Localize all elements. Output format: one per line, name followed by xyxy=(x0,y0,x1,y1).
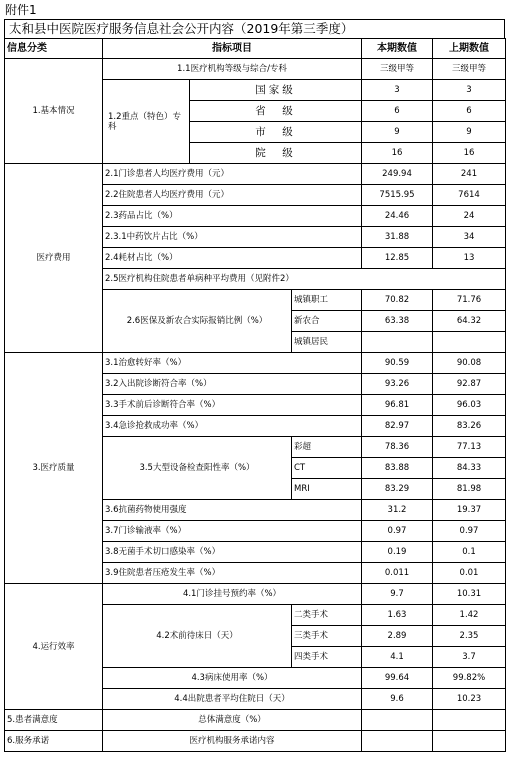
previous-value: 81.98 xyxy=(433,479,506,500)
current-value: 三级甲等 xyxy=(362,59,433,80)
current-value: 0.19 xyxy=(362,542,433,563)
sub-label: MRI xyxy=(292,479,362,500)
previous-value: 10.23 xyxy=(433,689,506,710)
category-cost: 医疗费用 xyxy=(5,164,103,353)
sub-label: 市 级 xyxy=(190,122,362,143)
previous-value xyxy=(433,710,506,731)
indicator-label: 1.1医疗机构等级与综合/专科 xyxy=(103,59,362,80)
current-value: 82.97 xyxy=(362,416,433,437)
previous-value: 92.87 xyxy=(433,374,506,395)
attachment-label: 附件1 xyxy=(5,3,37,17)
previous-value: 96.03 xyxy=(433,395,506,416)
current-value: 9.6 xyxy=(362,689,433,710)
previous-value: 241 xyxy=(433,164,506,185)
previous-value: 6 xyxy=(433,101,506,122)
sub-label: 国家级 xyxy=(190,80,362,101)
sub-label: 三类手术 xyxy=(292,626,362,647)
previous-value: 84.33 xyxy=(433,458,506,479)
indicator-label: 医疗机构服务承诺内容 xyxy=(103,731,362,752)
header-current: 本期数值 xyxy=(362,39,433,59)
current-value: 70.82 xyxy=(362,290,433,311)
previous-value: 7614 xyxy=(433,185,506,206)
current-value: 93.26 xyxy=(362,374,433,395)
current-value: 83.88 xyxy=(362,458,433,479)
current-value xyxy=(362,332,433,353)
indicator-label: 3.4急诊抢救成功率（%） xyxy=(103,416,362,437)
previous-value: 90.08 xyxy=(433,353,506,374)
current-value: 90.59 xyxy=(362,353,433,374)
indicator-label: 3.2入出院诊断符合率（%） xyxy=(103,374,362,395)
current-value: 31.2 xyxy=(362,500,433,521)
table-row xyxy=(5,59,506,80)
current-value: 0.011 xyxy=(362,563,433,584)
indicator-label: 2.3药品占比（%） xyxy=(103,206,362,227)
indicator-label: 2.1门诊患者人均医疗费用（元） xyxy=(103,164,362,185)
previous-value: 0.01 xyxy=(433,563,506,584)
current-value: 249.94 xyxy=(362,164,433,185)
indicator-label: 2.2住院患者人均医疗费用（元） xyxy=(103,185,362,206)
sub-label: 省 级 xyxy=(190,101,362,122)
current-value: 24.46 xyxy=(362,206,433,227)
indicator-label: 4.4出院患者平均住院日（天） xyxy=(103,689,362,710)
current-value: 2.89 xyxy=(362,626,433,647)
previous-value: 77.13 xyxy=(433,437,506,458)
previous-value: 16 xyxy=(433,143,506,164)
current-value: 83.29 xyxy=(362,479,433,500)
previous-value: 3.7 xyxy=(433,647,506,668)
indicator-label: 2.4耗材占比（%） xyxy=(103,248,362,269)
current-value xyxy=(362,710,433,731)
previous-value: 64.32 xyxy=(433,311,506,332)
sub-label: 城镇职工 xyxy=(292,290,362,311)
current-value: 7515.95 xyxy=(362,185,433,206)
previous-value xyxy=(433,332,506,353)
header-indicator: 指标项目 xyxy=(103,39,362,59)
current-value: 9 xyxy=(362,122,433,143)
previous-value xyxy=(433,731,506,752)
sub-label: 城镇居民 xyxy=(292,332,362,353)
category-quality: 3.医疗质量 xyxy=(5,353,103,584)
current-value: 12.85 xyxy=(362,248,433,269)
table-row xyxy=(5,353,506,374)
indicator-label: 3.9住院患者压疮发生率（%） xyxy=(103,563,362,584)
indicator-label: 2.3.1中药饮片占比（%） xyxy=(103,227,362,248)
current-value: 99.64 xyxy=(362,668,433,689)
previous-value: 0.97 xyxy=(433,521,506,542)
current-value xyxy=(362,731,433,752)
current-value: 63.38 xyxy=(362,311,433,332)
category-satisfaction: 5.患者满意度 xyxy=(5,710,103,731)
header-row xyxy=(5,39,506,59)
indicator-label: 3.8无菌手术切口感染率（%） xyxy=(103,542,362,563)
sub-label: 四类手术 xyxy=(292,647,362,668)
indicator-label: 2.6医保及新农合实际报销比例（%） xyxy=(103,290,292,353)
category-efficiency: 4.运行效率 xyxy=(5,584,103,710)
previous-value: 13 xyxy=(433,248,506,269)
info-table xyxy=(4,38,506,752)
previous-value: 83.26 xyxy=(433,416,506,437)
indicator-label: 2.5医疗机构住院患者单病种平均费用（见附件2） xyxy=(103,269,506,290)
indicator-label: 3.7门诊输液率（%） xyxy=(103,521,362,542)
current-value: 96.81 xyxy=(362,395,433,416)
current-value: 6 xyxy=(362,101,433,122)
category-service: 6.服务承诺 xyxy=(5,731,103,752)
previous-value: 19.37 xyxy=(433,500,506,521)
indicator-label: 3.3手术前后诊断符合率（%） xyxy=(103,395,362,416)
table-row xyxy=(5,164,506,185)
indicator-label: 3.6抗菌药物使用强度 xyxy=(103,500,362,521)
sub-label: 彩超 xyxy=(292,437,362,458)
table-row xyxy=(5,710,506,731)
current-value: 16 xyxy=(362,143,433,164)
current-value: 1.63 xyxy=(362,605,433,626)
sub-label: CT xyxy=(292,458,362,479)
indicator-label: 1.2重点（特色）专科 xyxy=(103,80,190,164)
indicator-label: 3.5大型设备检查阳性率（%） xyxy=(103,437,292,500)
header-category: 信息分类 xyxy=(5,39,103,59)
previous-value: 34 xyxy=(433,227,506,248)
sub-label: 二类手术 xyxy=(292,605,362,626)
previous-value: 2.35 xyxy=(433,626,506,647)
previous-value: 9 xyxy=(433,122,506,143)
document-title: 太和县中医院医疗服务信息社会公开内容（2019年第三季度） xyxy=(4,19,505,39)
table-row xyxy=(5,584,506,605)
indicator-label: 3.1治愈转好率（%） xyxy=(103,353,362,374)
current-value: 78.36 xyxy=(362,437,433,458)
sub-label: 新农合 xyxy=(292,311,362,332)
indicator-label: 总体满意度（%） xyxy=(103,710,362,731)
current-value: 9.7 xyxy=(362,584,433,605)
indicator-label: 4.2术前待床日（天） xyxy=(103,605,292,668)
previous-value: 三级甲等 xyxy=(433,59,506,80)
table-row xyxy=(5,731,506,752)
sub-label: 院 级 xyxy=(190,143,362,164)
current-value: 4.1 xyxy=(362,647,433,668)
previous-value: 3 xyxy=(433,80,506,101)
previous-value: 1.42 xyxy=(433,605,506,626)
indicator-label: 4.3病床使用率（%） xyxy=(103,668,362,689)
indicator-label: 4.1门诊挂号预约率（%） xyxy=(103,584,362,605)
current-value: 31.88 xyxy=(362,227,433,248)
previous-value: 71.76 xyxy=(433,290,506,311)
current-value: 0.97 xyxy=(362,521,433,542)
previous-value: 99.82% xyxy=(433,668,506,689)
previous-value: 10.31 xyxy=(433,584,506,605)
current-value: 3 xyxy=(362,80,433,101)
previous-value: 24 xyxy=(433,206,506,227)
category-basic: 1.基本情况 xyxy=(5,59,103,164)
header-previous: 上期数值 xyxy=(433,39,506,59)
previous-value: 0.1 xyxy=(433,542,506,563)
